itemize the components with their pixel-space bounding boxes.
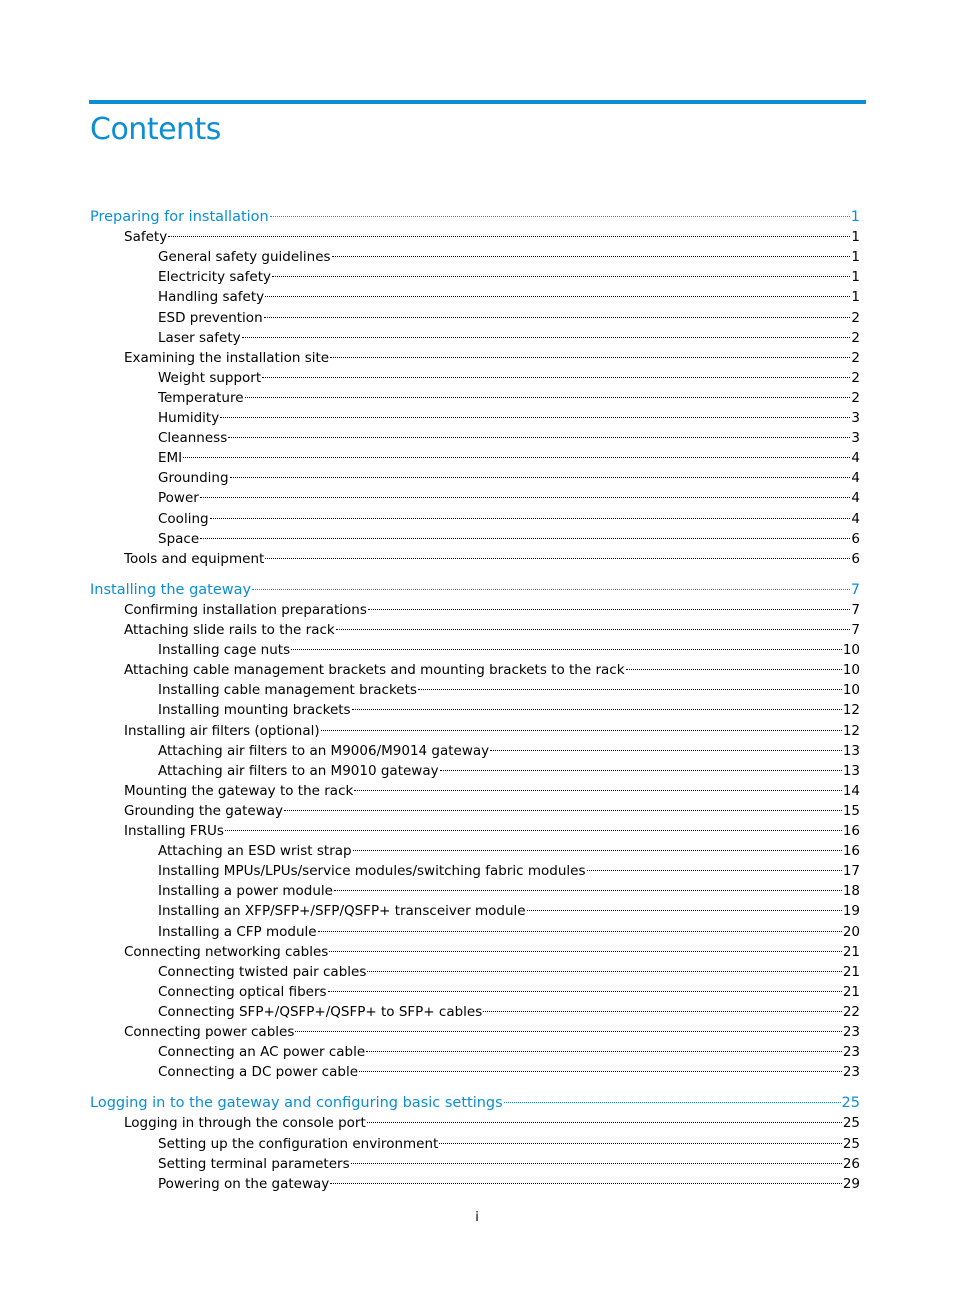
dot-leader: [330, 357, 850, 358]
toc-entry-title: Setting terminal parameters: [158, 1155, 350, 1172]
toc-entry[interactable]: [124, 620, 860, 640]
toc-entry-page-number: 16: [842, 823, 860, 839]
toc-entry-page-number: 12: [842, 702, 860, 719]
toc-entry[interactable]: [158, 761, 860, 781]
toc-chapter-entry[interactable]: [90, 580, 860, 600]
toc-entry-page-number: 2: [851, 389, 860, 406]
toc-entry-title: Logging in through the console port: [124, 1115, 366, 1132]
toc-entry[interactable]: [158, 247, 860, 267]
toc-chapter-entry[interactable]: [90, 1093, 860, 1113]
toc-entry[interactable]: [158, 428, 860, 448]
toc-entry-title: Installing a CFP module: [158, 923, 317, 940]
toc-entry-title: Powering on the gateway: [158, 1175, 330, 1192]
toc-entry[interactable]: [158, 368, 860, 388]
dot-leader: [329, 951, 841, 952]
dot-leader: [367, 1122, 842, 1123]
toc-entry-title: Attaching air filters to an M9010 gateway: [158, 762, 439, 779]
toc-entry-title: Installing a power module: [158, 883, 333, 900]
toc-entry[interactable]: [158, 881, 860, 901]
toc-entry-page-number: 15: [842, 802, 860, 819]
toc-entry[interactable]: [158, 1134, 860, 1154]
toc-entry-title: Cooling: [158, 510, 209, 527]
toc-entry-title: Safety: [124, 229, 168, 246]
dot-leader: [626, 669, 842, 670]
toc-entry[interactable]: [124, 801, 860, 821]
toc-entry-title: Connecting twisted pair cables: [158, 963, 367, 980]
toc-entry-page-number: 26: [842, 1155, 860, 1172]
dot-leader: [351, 1163, 842, 1164]
dot-leader: [368, 609, 851, 610]
toc-entry-page-number: 6: [851, 530, 860, 547]
dot-leader: [220, 417, 850, 418]
toc-entry-page-number: 16: [842, 843, 860, 860]
toc-entry[interactable]: [124, 942, 860, 962]
dot-leader: [264, 317, 851, 318]
dot-leader: [490, 750, 842, 751]
toc-entry-title: General safety guidelines: [158, 249, 331, 266]
toc-entry-title: Installing the gateway: [90, 581, 252, 598]
toc-entry-page-number: 21: [842, 983, 860, 1000]
toc-entry-title: Space: [158, 530, 200, 547]
toc-entry[interactable]: [124, 721, 860, 741]
toc-entry[interactable]: [158, 922, 860, 942]
toc-entry-page-number: 10: [842, 642, 860, 659]
toc-entry[interactable]: [124, 781, 860, 801]
toc-entry-title: Grounding: [158, 470, 229, 487]
toc-entry-title: ESD prevention: [158, 309, 263, 326]
toc-entry-title: Weight support: [158, 369, 262, 386]
dot-leader: [439, 1143, 842, 1144]
toc-entry[interactable]: [158, 308, 860, 328]
toc-entry-title: Confirming installation preparations: [124, 601, 367, 618]
toc-entry[interactable]: [158, 388, 860, 408]
toc-entry-title: Attaching air filters to an M9006/M9014 gateway: [158, 742, 490, 759]
toc-entry-page-number: 23: [842, 1044, 860, 1061]
toc-entry-title: Attaching an ESD wrist strap: [158, 843, 352, 860]
toc-entry-page-number: 2: [851, 349, 860, 366]
toc-entry-page-number: 7: [851, 622, 860, 638]
dot-leader: [265, 558, 850, 559]
toc-entry[interactable]: [124, 549, 860, 569]
toc-entry-page-number: 13: [842, 762, 860, 779]
toc-entry-page-number: 23: [842, 1024, 860, 1040]
toc-entry-page-number: 25: [842, 1135, 860, 1152]
toc-entry[interactable]: [124, 1022, 860, 1042]
toc-entry-title: Humidity: [158, 410, 220, 426]
dot-leader: [527, 910, 842, 911]
toc-entry-page-number: 25: [841, 1095, 860, 1112]
dot-leader: [225, 830, 842, 831]
toc-entry-title: Installing MPUs/LPUs/service modules/switching fabric modules: [158, 863, 586, 880]
toc-entry[interactable]: [158, 901, 860, 921]
toc-entry-page-number: 13: [842, 742, 860, 759]
toc-entry-page-number: 3: [851, 410, 860, 426]
dot-leader: [328, 991, 842, 992]
toc-entry-title: Grounding the gateway: [124, 802, 284, 819]
toc-entry-page-number: 4: [851, 450, 860, 467]
toc-entry[interactable]: [158, 1002, 860, 1022]
toc-entry-page-number: 10: [842, 682, 860, 699]
dot-leader: [210, 518, 851, 519]
toc-entry-title: Mounting the gateway to the rack: [124, 782, 354, 799]
toc-entry-title: Attaching slide rails to the rack: [124, 622, 335, 638]
toc-entry-title: Installing mounting brackets: [158, 702, 351, 719]
toc-entry-page-number: 1: [851, 229, 860, 246]
dot-leader: [168, 236, 850, 237]
toc-entry[interactable]: [158, 640, 860, 660]
dot-leader: [265, 296, 850, 297]
toc-entry-page-number: 3: [851, 430, 860, 447]
dot-leader: [242, 337, 851, 338]
toc-entry[interactable]: [158, 408, 860, 428]
dot-leader: [228, 437, 850, 438]
dot-leader: [270, 216, 850, 217]
toc-entry[interactable]: [158, 741, 860, 761]
toc-entry[interactable]: [124, 1113, 860, 1133]
toc-entry-title: Connecting optical fibers: [158, 983, 327, 1000]
toc-entry-title: Connecting power cables: [124, 1024, 295, 1040]
toc-entry-page-number: 17: [842, 863, 860, 880]
toc-entry-title: Connecting a DC power cable: [158, 1064, 359, 1081]
dot-leader: [367, 971, 841, 972]
dot-leader: [366, 1051, 842, 1052]
toc-entry[interactable]: [124, 600, 860, 620]
dot-leader: [262, 377, 850, 378]
toc-entry[interactable]: [124, 348, 860, 368]
toc-entry-page-number: 1: [851, 249, 860, 266]
toc-entry-title: Handling safety: [158, 289, 265, 306]
toc-entry[interactable]: [158, 982, 860, 1002]
toc-entry-page-number: 20: [842, 923, 860, 940]
dot-leader: [334, 890, 842, 891]
dot-leader: [504, 1102, 841, 1103]
page-title: Contents: [90, 112, 221, 147]
toc-entry-page-number: 4: [851, 490, 860, 507]
dot-leader: [295, 1031, 841, 1032]
toc-entry-title: Examining the installation site: [124, 349, 330, 366]
toc-entry-page-number: 2: [851, 369, 860, 386]
toc-entry-title: Preparing for installation: [90, 209, 269, 225]
toc-entry[interactable]: [124, 821, 860, 841]
toc-entry[interactable]: [158, 962, 860, 982]
dot-leader: [352, 709, 842, 710]
toc-entry[interactable]: [124, 227, 860, 247]
dot-leader: [587, 870, 842, 871]
title-rule: [89, 100, 866, 104]
toc-entry-page-number: 1: [850, 209, 860, 225]
toc-entry-title: Attaching cable management brackets and mounting brackets to the rack: [124, 662, 625, 679]
toc-entry[interactable]: [158, 468, 860, 488]
dot-leader: [252, 589, 850, 590]
toc-entry[interactable]: [158, 700, 860, 720]
dot-leader: [418, 689, 842, 690]
page-number: i: [475, 1210, 479, 1225]
toc-entry[interactable]: [158, 1154, 860, 1174]
toc-entry-page-number: 10: [842, 662, 860, 679]
toc-entry-page-number: 29: [842, 1175, 860, 1192]
dot-leader: [359, 1071, 842, 1072]
toc-entry-title: Laser safety: [158, 329, 241, 346]
toc-entry-page-number: 19: [842, 903, 860, 920]
dot-leader: [284, 810, 842, 811]
toc-entry[interactable]: [158, 488, 860, 508]
toc-entry-page-number: 6: [851, 550, 860, 567]
toc-entry-page-number: 22: [842, 1003, 860, 1020]
toc-entry-page-number: 1: [851, 289, 860, 306]
toc-entry-page-number: 23: [842, 1064, 860, 1081]
toc-entry-title: Connecting networking cables: [124, 943, 329, 960]
toc-entry-title: Installing FRUs: [124, 823, 224, 839]
toc-entry-title: Electricity safety: [158, 269, 271, 286]
toc-entry-page-number: 25: [842, 1115, 860, 1132]
toc-entry-page-number: 14: [842, 782, 860, 799]
dot-leader: [336, 629, 851, 630]
dot-leader: [291, 649, 842, 650]
toc-entry[interactable]: [158, 1062, 860, 1082]
dot-leader: [200, 538, 850, 539]
toc-entry-title: Logging in to the gateway and configuring basic settings: [90, 1095, 503, 1112]
dot-leader: [332, 256, 851, 257]
toc-entry-title: Connecting an AC power cable: [158, 1044, 366, 1061]
toc-entry[interactable]: [158, 861, 860, 881]
toc-entry-page-number: 4: [851, 470, 860, 487]
toc-entry[interactable]: [158, 529, 860, 549]
dot-leader: [183, 457, 850, 458]
toc-entry-page-number: 21: [842, 963, 860, 980]
toc-entry-title: Installing cage nuts: [158, 642, 291, 659]
dot-leader: [318, 931, 842, 932]
toc-entry-title: Power: [158, 490, 199, 507]
toc-entry-title: EMI: [158, 450, 183, 467]
toc-entry-title: Cleanness: [158, 430, 228, 447]
toc-entry[interactable]: [124, 660, 860, 680]
toc-entry[interactable]: [158, 328, 860, 348]
toc-entry[interactable]: [158, 287, 860, 307]
toc-entry-page-number: 12: [842, 722, 860, 739]
toc-entry[interactable]: [158, 267, 860, 287]
toc-entry[interactable]: [158, 1042, 860, 1062]
dot-leader: [200, 497, 851, 498]
toc-entry-title: Tools and equipment: [124, 550, 265, 567]
dot-leader: [230, 477, 851, 478]
toc-entry-page-number: 1: [851, 269, 860, 286]
toc-entry-title: Setting up the configuration environment: [158, 1135, 439, 1152]
toc-entry-page-number: 7: [850, 581, 860, 598]
dot-leader: [483, 1011, 842, 1012]
toc-entry-title: Installing an XFP/SFP+/SFP/QSFP+ transceiver module: [158, 903, 526, 920]
toc-entry-title: Installing air filters (optional): [124, 722, 320, 739]
dot-leader: [321, 730, 842, 731]
toc-entry[interactable]: [158, 680, 860, 700]
toc-entry[interactable]: [158, 841, 860, 861]
dot-leader: [353, 850, 842, 851]
toc-entry-page-number: 7: [851, 601, 860, 618]
toc-entry-page-number: 4: [851, 510, 860, 527]
toc-entry-title: Connecting SFP+/QSFP+/QSFP+ to SFP+ cables: [158, 1003, 483, 1020]
toc-entry-page-number: 2: [851, 309, 860, 326]
dot-leader: [245, 397, 851, 398]
toc-entry[interactable]: [158, 1174, 860, 1194]
toc-entry-page-number: 2: [851, 329, 860, 346]
dot-leader: [272, 276, 850, 277]
toc-entry-title: Temperature: [158, 389, 244, 406]
dot-leader: [440, 770, 842, 771]
toc-entry-page-number: 18: [842, 883, 860, 900]
toc-entry-title: Installing cable management brackets: [158, 682, 417, 699]
toc-entry[interactable]: [158, 509, 860, 529]
dot-leader: [354, 790, 841, 791]
toc-entry[interactable]: [158, 448, 860, 468]
dot-leader: [330, 1183, 842, 1184]
toc-chapter-entry[interactable]: [90, 207, 860, 227]
toc-entry-page-number: 21: [842, 943, 860, 960]
